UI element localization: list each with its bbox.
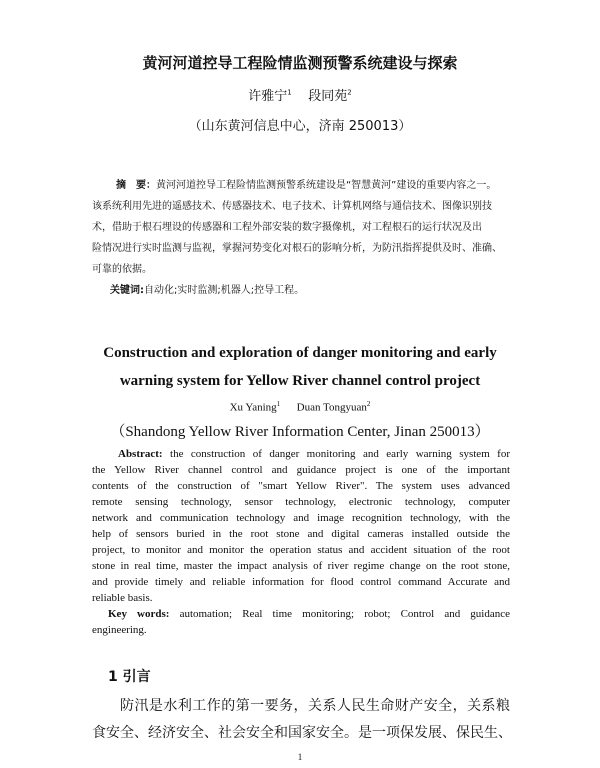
- english-title-line: Construction and exploration of danger monitoring and early: [103, 345, 497, 361]
- english-abstract-line: stone in real time, master the impact analysis of river regime change on the root stone,: [92, 560, 510, 572]
- author-name: Duan Tongyuan: [296, 401, 367, 414]
- english-abstract-line: reliable basis.: [92, 592, 153, 604]
- english-abstract-line: project, to monitor and monitor the operation status and accident situation of the root: [92, 544, 510, 556]
- chinese-abstract-line: 该系统利用先进的遥感技术、传感器技术、电子技术、计算机网络与通信技术、图像识别技: [92, 201, 492, 212]
- english-abstract-line: [118, 447, 510, 461]
- english-abstract-line: the Yellow River channel control and guidance project is one of the important: [92, 464, 510, 476]
- body-text-line: 防汛是水利工作的第一要务，关系人民生命财产安全，关系粮: [120, 698, 510, 714]
- chinese-abstract-line: [116, 180, 496, 192]
- chinese-affiliation: （山东黄河信息中心，济南 250013）: [188, 119, 412, 134]
- chinese-keywords: [110, 285, 304, 297]
- author-name: Xu Yaning: [229, 401, 277, 414]
- english-abstract-line: network and communication technology and image recognition technology, with the: [92, 512, 510, 524]
- chinese-abstract-label: 摘 要：: [116, 180, 156, 191]
- author-name: 许雅宁: [248, 89, 288, 104]
- english-title-line: warning system for Yellow River channel control project: [119, 373, 481, 389]
- chinese-keywords-label: 关键词:: [110, 285, 144, 296]
- chinese-abstract-line: 可靠的依据。: [92, 264, 152, 275]
- author-name: 段同苑: [308, 89, 348, 104]
- english-abstract-line: help of sensors buried in the root stone and digital cameras installed outside the: [92, 528, 510, 540]
- english-abstract-text: the construction of danger monitoring and early warning system for: [170, 448, 511, 460]
- chinese-abstract-line: 险情况进行实时监测与监视，掌握河势变化对根石的影响分析，为防汛指挥提供及时、准确、: [92, 243, 502, 254]
- english-authors: [0, 400, 600, 414]
- chinese-abstract-line: 术，借助于根石埋设的传感器和工程外部安装的数字摄像机，对工程根石的运行状况及出: [92, 222, 482, 233]
- english-keywords-line: engineering.: [92, 624, 147, 636]
- chinese-authors: [0, 85, 600, 104]
- author-superscript: 1: [287, 88, 292, 97]
- english-abstract-label: Abstract:: [118, 448, 163, 460]
- author-superscript: 2: [366, 400, 371, 408]
- english-keywords: [108, 607, 510, 621]
- english-abstract-line: contents of the construction of "smart Yellow River". The system uses advanced: [92, 480, 510, 492]
- chinese-keywords-text: 自动化;实时监测;机器人;控导工程。: [144, 285, 305, 296]
- english-affiliation: （Shandong Yellow River Information Center, Jinan 250013）: [110, 424, 490, 440]
- english-abstract-line: and provide timely and reliable information for flood control command Accurate and: [92, 576, 510, 588]
- section-heading: 1 引言: [108, 669, 151, 685]
- english-abstract-line: remote sensing technology, sensor technology, electronic technology, computer: [92, 496, 510, 508]
- english-keywords-label: Key words:: [108, 608, 170, 620]
- author-superscript: 2: [347, 88, 352, 97]
- page-number: 1: [297, 752, 303, 762]
- author-superscript: 1: [276, 400, 281, 408]
- body-text-line: 食安全、经济安全、社会安全和国家安全。是一项保发展、保民生、: [92, 725, 512, 741]
- english-keywords-text: automation; Real time monitoring; robot; Control and guidance: [179, 608, 511, 620]
- chinese-abstract-text: 黄河河道控导工程险情监测预警系统建设是“智慧黄河”建设的重要内容之一。: [156, 180, 497, 191]
- chinese-title: 黄河河道控导工程险情监测预警系统建设与探索: [142, 54, 458, 72]
